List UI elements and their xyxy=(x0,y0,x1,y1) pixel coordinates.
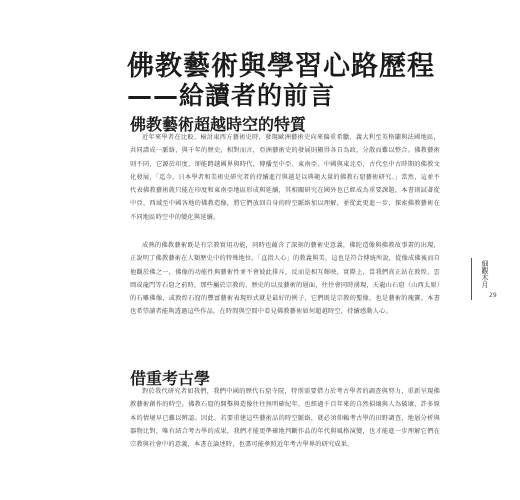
section-heading-2: 借重考古學 xyxy=(130,369,211,388)
book-title-vertical: 細觀木月 xyxy=(481,260,489,288)
body-paragraph: 對於我代研究者如我們，我們中國的歷代石窟寺院，特別需要借力於考古學者的調查與努力，重新呈現佛教藝術創作的時空。佛教石窟的開鑿與造像往往無明確紀年，也經過千百年來的自然損壞與人為破壞，許多原本的情境早已難以辨認。因此，若要重建這些藝術品的時空脈絡，就必須仰賴考古學的田野調查、地層分析與器物比對，唯有結合考古學的成果，我們才能更準確地判斷作品的年代與風格演變，也才能進一步理解它們在宗教與社會中的意義，本書在論述時，也盡可能參照近年考古學界的研究成果。 xyxy=(130,388,440,449)
page-subtitle: ——給讀者的前言 xyxy=(127,81,336,110)
page-number: 29 xyxy=(489,292,497,299)
section-heading-1: 佛教藝術超越時空的特質 xyxy=(130,115,307,134)
body-paragraph: 近年來學者在比較、檢討東西方藝術史時，發現歐洲藝術史向來偏重希臘、義大利至英格蘭與法國地區，共同譜成一脈絡，與千年的歷史，相對而言，亞洲藝術史的發展則顯得各自為政，分散而難以整合。佛教藝術則不同，它源於印度，卻能跨越國界與時代，傳播至中亞、東南亞、中國與東北亞，古代至中古時期的佛教文化發展，「迄今，日本學者和美術史研究者的持續進行與越是以典範大量的佛教石窟藝術研究。」當然，這並不代表佛教藝術就只能在印度和東南亞地區形成與延續，其相關研究在國外也已經成為重要課題，本書則試著從中亞、西域至中國各地的佛教造像，將它們放回自身的時空脈絡加以理解，並從此更進一步，探索佛教藝術在不同地區時空中的變化與延續。 xyxy=(130,134,440,221)
page-title: 佛教藝術與學習心路歷程 xyxy=(127,51,435,82)
running-header xyxy=(471,258,505,300)
side-divider xyxy=(471,258,472,300)
body-paragraph: 成熟的佛教藝術既是有宗教實用功能，同時也蘊含了深刻的藝術史意義，佛陀造像與佛教故事畫的出現，正說明了佛教藝術在人類歷史中的特殊地位。「直指人心」的教義與美，這也是符合傳統所說，從像成佛後而自他觀於佛之一，佛像的功能性與藝術性並不會彼此排斥，反而是相互輝映，實際上，當我們真正站在敦煌、雲岡或龍門等石窟之前時，那些屬於宗教的、歷史的以及藝術的層面，往往會同時湧現，天龍山石窟（山西太原）的石雕佛像，或敦煌石窟的豐富藝術表現形式就是最好的例子，它們既是宗教的聖像，也是藝術的瑰寶。本書也希望讀者能夠透過這些作品，在時間與空間中看見佛教藝術如何超越時空，持續感動人心。 xyxy=(130,242,440,316)
